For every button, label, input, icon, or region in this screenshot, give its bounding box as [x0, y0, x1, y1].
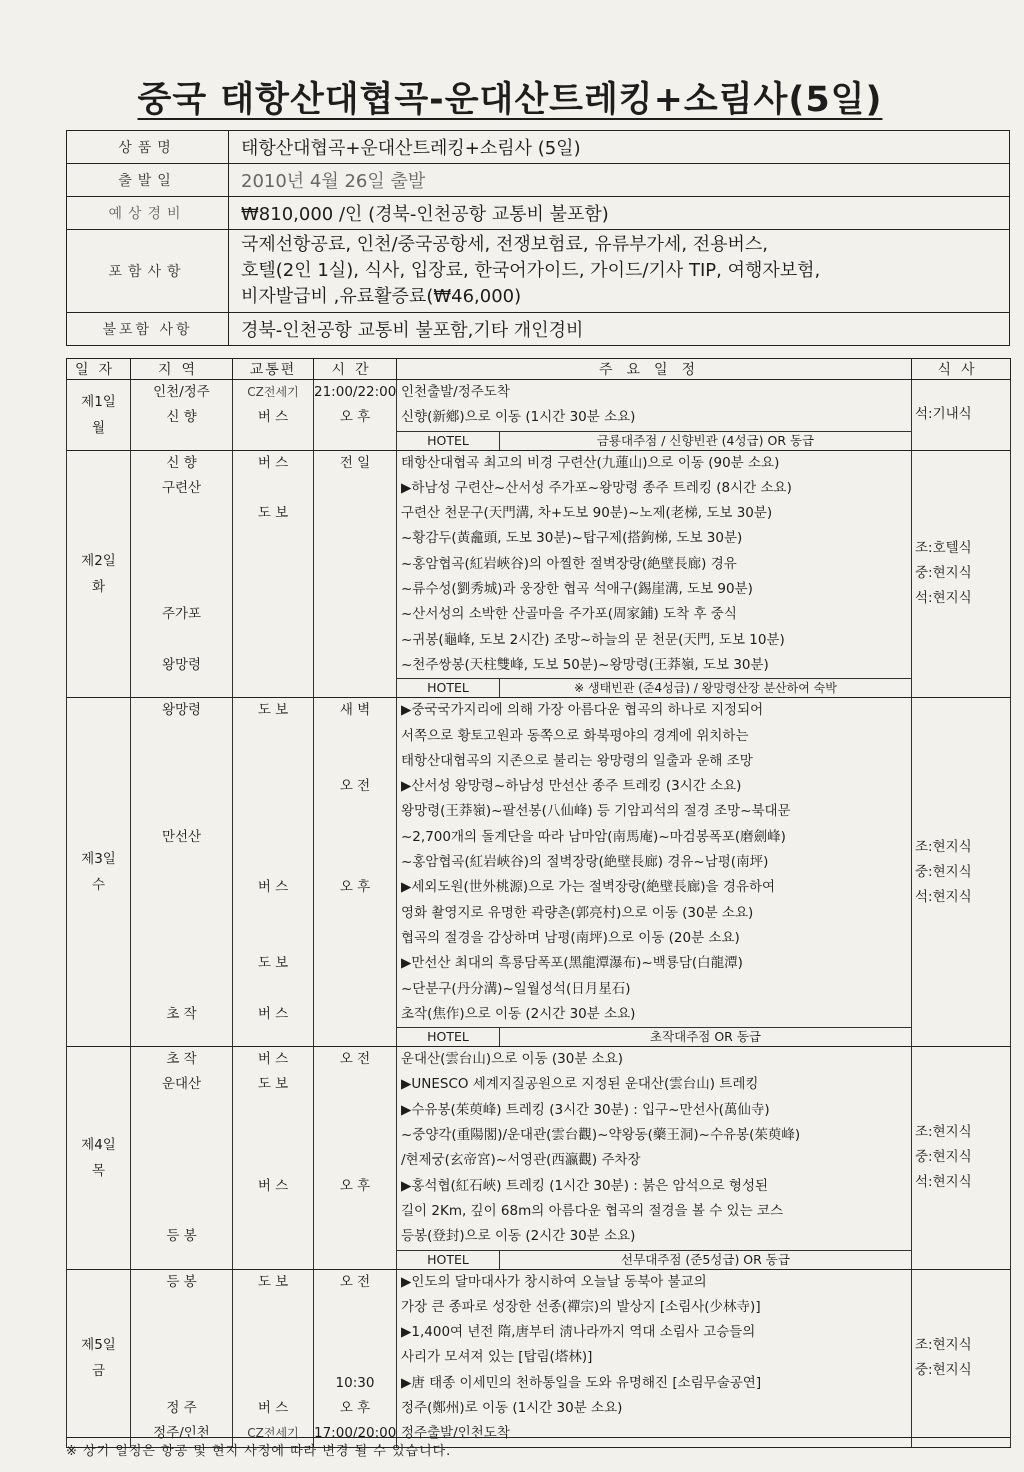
- time: 오 전: [339, 1051, 371, 1068]
- time: 오 후: [339, 409, 371, 426]
- region: 인천/정주: [153, 384, 210, 400]
- region: [131, 526, 232, 551]
- info-label: 출발일: [67, 164, 229, 197]
- day-row-5: [67, 1269, 1011, 1447]
- itinerary-line: 영화 촬영지로 유명한 곽량촌(郭亮村)으로 이동 (30분 소요): [401, 904, 754, 921]
- itinerary-line: 가장 큰 종파로 성장한 선종(禪宗)의 발상지 [소림사(少林寺)]: [401, 1298, 761, 1315]
- itinerary-line: ▶수유봉(茱萸峰) 트레킹 (3시간 30분) : 입구~만선사(萬仙寺): [401, 1101, 770, 1118]
- info-value: 태항산대협곡+운대산트레킹+소림사 (5일): [229, 131, 1010, 164]
- hotel-value: ※ 생태빈관 (준4성급) / 왕망령산장 분산하여 숙박: [574, 681, 837, 696]
- time: [314, 1123, 396, 1148]
- time: [314, 1320, 396, 1345]
- time: [314, 1345, 396, 1370]
- region: 등 봉: [166, 1273, 197, 1290]
- transport: [233, 850, 313, 875]
- info-row-departure: [67, 164, 1010, 197]
- day-row-4: [67, 1047, 1011, 1269]
- meal-cell: [912, 1269, 1011, 1447]
- time: 21:00/22:00: [314, 384, 396, 400]
- transport: [233, 476, 313, 501]
- region: 신 향: [166, 454, 197, 471]
- region: [131, 577, 232, 602]
- time: [314, 749, 396, 774]
- day-row-2: [67, 450, 1011, 698]
- itinerary-line: ▶중국국가지리에 의해 가장 아름다운 협곡의 하나로 지정되어: [401, 702, 764, 719]
- region: 만선산: [161, 828, 202, 845]
- itinerary-cell: [397, 380, 912, 451]
- day-number: 제3일: [81, 851, 116, 868]
- footnote: ※ 상기 일정은 항공 및 현지 사정에 따라 변경 될 수 있습니다.: [66, 1437, 1010, 1459]
- time: 오 전: [339, 778, 371, 795]
- weekday: 금: [91, 1363, 106, 1380]
- region: [131, 1320, 232, 1345]
- hotel-label: HOTEL: [397, 1028, 500, 1046]
- time: 전 일: [339, 454, 371, 471]
- region: 초 작: [166, 1051, 197, 1068]
- itinerary-line: 구련산 천문구(天門溝, 차+도보 90분)~노제(老梯, 도보 30분): [401, 505, 773, 522]
- region: 정주/인천: [153, 1425, 210, 1442]
- region: [131, 926, 232, 951]
- meal: 조:현지식: [915, 1124, 972, 1141]
- meal-cell: [912, 450, 1011, 698]
- day-label: [67, 450, 131, 698]
- transport: 버 스: [257, 409, 289, 426]
- itinerary-line: /현제궁(玄帝宮)~서영관(西瀛觀) 주차장: [401, 1152, 641, 1169]
- transport-cell: [233, 1047, 314, 1269]
- transport: [233, 1123, 313, 1148]
- region: [131, 1345, 232, 1370]
- region-cell: [131, 380, 233, 451]
- transport: 도 보: [257, 702, 289, 719]
- region: 주가포: [161, 606, 202, 623]
- itinerary-line: ▶세외도원(世外桃源)으로 가는 절벽장랑(絶壁長廊)을 경유하여: [401, 879, 776, 896]
- header-schedule: 주요일정: [397, 359, 912, 380]
- info-row-cost: [67, 197, 1010, 230]
- region: [131, 875, 232, 900]
- time: [314, 1098, 396, 1123]
- region: 신 향: [166, 409, 197, 426]
- transport: [233, 724, 313, 749]
- hotel-row: [397, 678, 911, 697]
- meal-cell: [912, 1047, 1011, 1269]
- transport: 도 보: [257, 505, 289, 522]
- included-line: 호텔(2인 1실), 식사, 입장료, 한국어가이드, 가이드/기사 TIP, 여행자보험,: [241, 260, 821, 281]
- time: 오 후: [339, 1177, 371, 1194]
- region: [131, 1199, 232, 1224]
- transport: 버 스: [257, 1399, 289, 1416]
- region: [131, 724, 232, 749]
- header-day: 일자: [67, 359, 131, 380]
- transport: [233, 825, 313, 850]
- region: [131, 1123, 232, 1148]
- transport: 버 스: [257, 1005, 289, 1022]
- itinerary-line: ~천주쌍봉(天柱雙峰, 도보 50분)~왕망령(王莽嶺, 도보 30분): [401, 656, 769, 673]
- schedule-table: [66, 358, 1011, 1448]
- transport: [233, 926, 313, 951]
- itinerary-line: 왕망령(王莽嶺)~팔선봉(八仙峰) 등 기암괴석의 절경 조망~북대문: [401, 803, 791, 820]
- transport: [233, 977, 313, 1002]
- weekday: 화: [91, 578, 106, 595]
- time: [314, 825, 396, 850]
- region: 운대산: [161, 1076, 202, 1093]
- region: 등 봉: [166, 1228, 197, 1245]
- itinerary-line: 사리가 모셔져 있는 [탑림(塔林)]: [401, 1349, 593, 1366]
- meal: 중:현지식: [915, 863, 972, 880]
- itinerary-line: 태항산대협곡 최고의 비경 구련산(九蓮山)으로 이동 (90분 소요): [401, 454, 780, 471]
- region: 정 주: [166, 1399, 197, 1416]
- time: 17:00/20:00: [314, 1425, 396, 1442]
- info-value: [229, 230, 1010, 313]
- time: [314, 799, 396, 824]
- time: 새 벽: [339, 702, 371, 719]
- meal-cell: [912, 380, 1011, 451]
- weekday: 목: [91, 1162, 106, 1179]
- region: [131, 977, 232, 1002]
- time-cell: [314, 380, 397, 451]
- time-cell: [314, 1269, 397, 1447]
- transport: [233, 774, 313, 799]
- time: [314, 1148, 396, 1173]
- itinerary-line: 신향(新鄕)으로 이동 (1시간 30분 소요): [401, 409, 636, 426]
- day-label: [67, 380, 131, 451]
- itinerary-line: 정주출발/인천도착: [401, 1425, 510, 1442]
- itinerary-line: ~홍암협곡(紅岩峽谷)의 절벽장랑(絶壁長廊) 경유~남평(南坪): [401, 854, 769, 871]
- info-row-excluded: [67, 313, 1010, 346]
- meal: 조:호텔식: [915, 540, 972, 557]
- info-value: ₩810,000 /인 (경북-인천공항 교통비 불포함): [229, 197, 1010, 230]
- region: [131, 628, 232, 653]
- region-cell: [131, 1047, 233, 1269]
- time: [314, 850, 396, 875]
- itinerary-line: ~홍암협곡(紅岩峽谷)의 아찔한 절벽장랑(絶壁長廊) 경유: [401, 555, 737, 572]
- region: 왕망령: [161, 656, 202, 673]
- region: [131, 799, 232, 824]
- meal: 조:현지식: [915, 1337, 972, 1354]
- transport: CZ전세기: [247, 1426, 299, 1441]
- header-transport: 교통편: [233, 359, 314, 380]
- region: [131, 552, 232, 577]
- itinerary-line: ~황감두(黃龕頭, 도보 30분)~탑구제(搭鉤梯, 도보 30분): [401, 530, 743, 547]
- region: [131, 850, 232, 875]
- itinerary-line: 초작(焦作)으로 이동 (2시간 30분 소요): [401, 1005, 636, 1022]
- transport: [233, 1295, 313, 1320]
- hotel-row: [397, 1027, 911, 1046]
- region: [131, 774, 232, 799]
- itinerary-line: ▶산서성 왕망령~하남성 만선산 종주 트레킹 (3시간 소요): [401, 778, 742, 795]
- info-label: 포함사항: [67, 230, 229, 313]
- time-cell: [314, 698, 397, 1047]
- header-time: 시간: [314, 359, 397, 380]
- info-label: 불포함 사항: [67, 313, 229, 346]
- itinerary-line: ~산서성의 소박한 산골마을 주가포(周家鋪) 도착 후 중식: [401, 606, 737, 623]
- meal: 조:현지식: [915, 838, 972, 855]
- region: [131, 501, 232, 526]
- product-info-table: [66, 130, 1010, 346]
- hotel-label: HOTEL: [397, 432, 500, 450]
- time: [314, 1295, 396, 1320]
- header-meal: 식사: [912, 359, 1011, 380]
- region: [131, 1098, 232, 1123]
- region-cell: [131, 1269, 233, 1447]
- meal: 중:현지식: [915, 565, 972, 582]
- transport-cell: [233, 450, 314, 698]
- included-line: 국제선항공료, 인천/중국공항세, 전쟁보험료, 유류부가세, 전용버스,: [241, 234, 769, 255]
- meal: 중:현지식: [915, 1362, 972, 1379]
- meal: 석:현지식: [915, 590, 972, 607]
- hotel-label: HOTEL: [397, 1251, 500, 1269]
- itinerary-line: 운대산(雲台山)으로 이동 (30분 소요): [401, 1051, 624, 1068]
- transport: 도 보: [257, 955, 289, 972]
- region: [131, 749, 232, 774]
- schedule-header: [67, 359, 1011, 380]
- region: [131, 1148, 232, 1173]
- info-label: 예상경비: [67, 197, 229, 230]
- day-label: [67, 698, 131, 1047]
- region: [131, 951, 232, 976]
- itinerary-line: ▶UNESCO 세계지질공원으로 지정된 운대산(雲台山) 트레킹: [401, 1076, 759, 1093]
- region-cell: [131, 698, 233, 1047]
- itinerary-line: 정주(鄭州)로 이동 (1시간 30분 소요): [401, 1399, 623, 1416]
- transport: [233, 799, 313, 824]
- hotel-value: 선무대주점 (준5성급) OR 동급: [621, 1251, 790, 1267]
- time: [314, 1072, 396, 1097]
- itinerary-line: 태항산대협곡의 지존으로 불리는 왕망령의 일출과 운해 조망: [401, 752, 753, 769]
- transport: [233, 1371, 313, 1396]
- itinerary-line: ~2,700개의 돌계단을 따라 남마암(南馬庵)~마검봉폭포(磨劍峰): [401, 828, 786, 845]
- region: [131, 901, 232, 926]
- hotel-value: 금룡대주점 / 신향빈관 (4성급) OR 동급: [596, 432, 815, 448]
- transport: [233, 1098, 313, 1123]
- itinerary-line: 인천출발/정주도착: [401, 384, 510, 400]
- transport: [233, 1345, 313, 1370]
- itinerary-line: 서쪽으로 황토고원과 동쪽으로 화북평야의 경계에 위치하는: [401, 727, 749, 744]
- transport: [233, 901, 313, 926]
- itinerary-line: ~중양각(重陽閣)/운대관(雲台觀)~약왕동(藥王洞)~수유봉(茱萸峰): [401, 1127, 801, 1144]
- included-line: 비자발급비 ,유료활증료(₩46,000): [241, 286, 522, 307]
- hotel-row: [397, 431, 911, 450]
- itinerary-line: ~단분구(丹分溝)~일월성석(日月星石): [401, 980, 631, 997]
- itinerary-cell: [397, 698, 912, 1047]
- itinerary-cell: [397, 1269, 912, 1447]
- itinerary-cell: [397, 450, 912, 698]
- region: 왕망령: [161, 702, 202, 719]
- info-value: 2010년 4월 26일 출발: [229, 164, 1010, 197]
- info-row-included: [67, 230, 1010, 313]
- region: 초 작: [166, 1005, 197, 1022]
- itinerary-cell: [397, 1047, 912, 1269]
- header-region: 지역: [131, 359, 233, 380]
- time: [314, 724, 396, 749]
- meal: 석:현지식: [915, 888, 972, 905]
- region: [131, 1371, 232, 1396]
- transport-cell: [233, 698, 314, 1047]
- itinerary-line: 등봉(登封)으로 이동 (2시간 30분 소요): [401, 1228, 636, 1245]
- transport-cell: [233, 380, 314, 451]
- itinerary-line: ▶唐 태종 이세민의 천하통일을 도와 유명해진 [소림무술공연]: [401, 1374, 762, 1391]
- itinerary-line: ~귀봉(龜峰, 도보 2시간) 조망~하늘의 문 천문(天門, 도보 10분): [401, 631, 785, 648]
- day-label: [67, 1047, 131, 1269]
- time-cell: [314, 450, 397, 698]
- weekday: 수: [91, 877, 106, 894]
- itinerary-line: ▶만선산 최대의 흑룡담폭포(黑龍潭瀑布)~백룡담(白龍潭): [401, 955, 743, 972]
- info-label: 상품명: [67, 131, 229, 164]
- day-number: 제1일: [81, 393, 116, 410]
- meal: 석:현지식: [915, 1174, 972, 1191]
- hotel-label: HOTEL: [397, 679, 500, 697]
- transport: CZ전세기: [247, 385, 299, 399]
- time: 오 후: [339, 879, 371, 896]
- day-row-3: [67, 698, 1011, 1047]
- itinerary-line: 협곡의 절경을 감상하며 남평(南坪)으로 이동 (20분 소요): [401, 929, 740, 946]
- region-cell: [131, 450, 233, 698]
- hotel-row: [397, 1250, 911, 1269]
- day-number: 제2일: [81, 552, 116, 569]
- itinerary-line: ▶1,400여 년전 隋,唐부터 淸나라까지 역대 소림사 고승들의: [401, 1324, 756, 1341]
- time: 오 후: [339, 1399, 371, 1416]
- transport: [233, 1320, 313, 1345]
- meal-cell: [912, 698, 1011, 1047]
- itinerary-line: ▶하남성 구련산~산서성 주가포~왕망령 종주 트레킹 (8시간 소요): [401, 479, 792, 496]
- itinerary-line: ▶인도의 달마대사가 창시하여 오늘날 동북아 불교의: [401, 1273, 707, 1290]
- region: [131, 1174, 232, 1199]
- day-number: 제5일: [81, 1337, 116, 1354]
- transport-cell: [233, 1269, 314, 1447]
- itinerary-line: 길이 2Km, 깊이 68m의 아름다운 협곡의 절경을 볼 수 있는 코스: [401, 1202, 783, 1219]
- itinerary-line: ~류수성(劉秀城)과 웅장한 협곡 석애구(錫崖溝, 도보 90분): [401, 581, 753, 598]
- transport: [233, 1148, 313, 1173]
- transport: 도 보: [257, 1273, 289, 1290]
- transport: 버 스: [257, 1177, 289, 1194]
- meal: 석:기내식: [915, 406, 972, 423]
- page-title: 중국 태항산대협곡-운대산트레킹+소림사(5일): [137, 80, 883, 120]
- time-cell: [314, 1047, 397, 1269]
- transport: [233, 749, 313, 774]
- day-label: [67, 1269, 131, 1447]
- time: 오 전: [339, 1273, 371, 1290]
- itinerary-line: ▶홍석협(紅石峽) 트레킹 (1시간 30분) : 붉은 암석으로 형성된: [401, 1177, 769, 1194]
- transport: 버 스: [257, 1051, 289, 1068]
- weekday: 월: [91, 419, 106, 436]
- meal: 중:현지식: [915, 1149, 972, 1166]
- region: [131, 1295, 232, 1320]
- day-number: 제4일: [81, 1136, 116, 1153]
- hotel-value: 초작대주점 OR 동급: [650, 1029, 761, 1045]
- transport: 버 스: [257, 454, 289, 471]
- info-value: 경북-인천공항 교통비 불포함,기타 개인경비: [229, 313, 1010, 346]
- region: 구련산: [161, 479, 202, 496]
- day-row-1: [67, 380, 1011, 451]
- time: 10:30: [335, 1374, 375, 1391]
- transport: 버 스: [257, 879, 289, 896]
- transport: 도 보: [257, 1076, 289, 1093]
- info-row-product: [67, 131, 1010, 164]
